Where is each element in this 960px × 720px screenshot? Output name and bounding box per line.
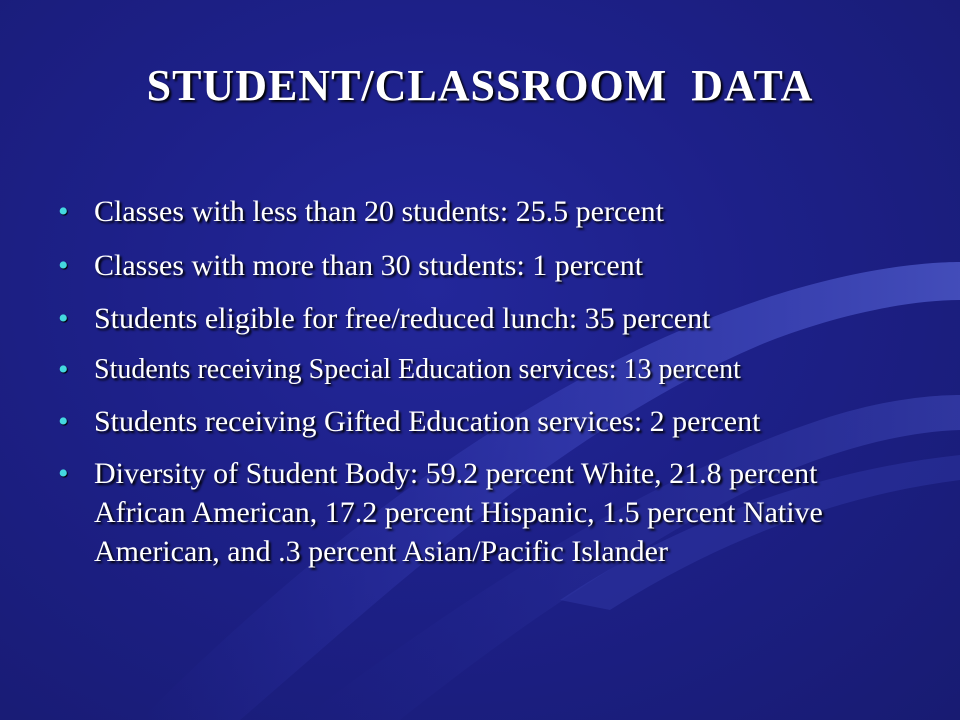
bullet-item [58,246,908,285]
bullet-item [58,299,908,338]
bullet-text: Students receiving Special Education services: 13 percent [94,354,741,385]
bullet-icon: • [58,195,69,228]
bullet-text: Students eligible for free/reduced lunch: 35 percent [94,302,711,335]
bullet-text: Classes with more than 30 students: 1 percent [94,249,644,282]
bullet-item [58,350,908,389]
bullet-icon: • [58,353,69,386]
bullet-item [58,402,908,441]
bullet-text: Classes with less than 20 students: 25.5 percent [94,195,664,228]
bullet-icon: • [58,457,69,490]
bullet-icon: • [58,302,69,335]
bullet-text: Diversity of Student Body: 59.2 percent White, 21.8 percent African American, 17.2 percent Hispanic, 1.5 percent Native American, and .3 percent Asian/Pacific Islander [94,457,823,568]
bullet-icon: • [58,405,69,438]
bullet-icon: • [58,249,69,282]
bullet-list [58,192,908,571]
bullet-item [58,192,908,231]
bullet-item [58,454,908,571]
slide-title: STUDENT/CLASSROOM DATA [146,61,814,110]
bullet-text: Students receiving Gifted Education services: 2 percent [94,405,761,438]
